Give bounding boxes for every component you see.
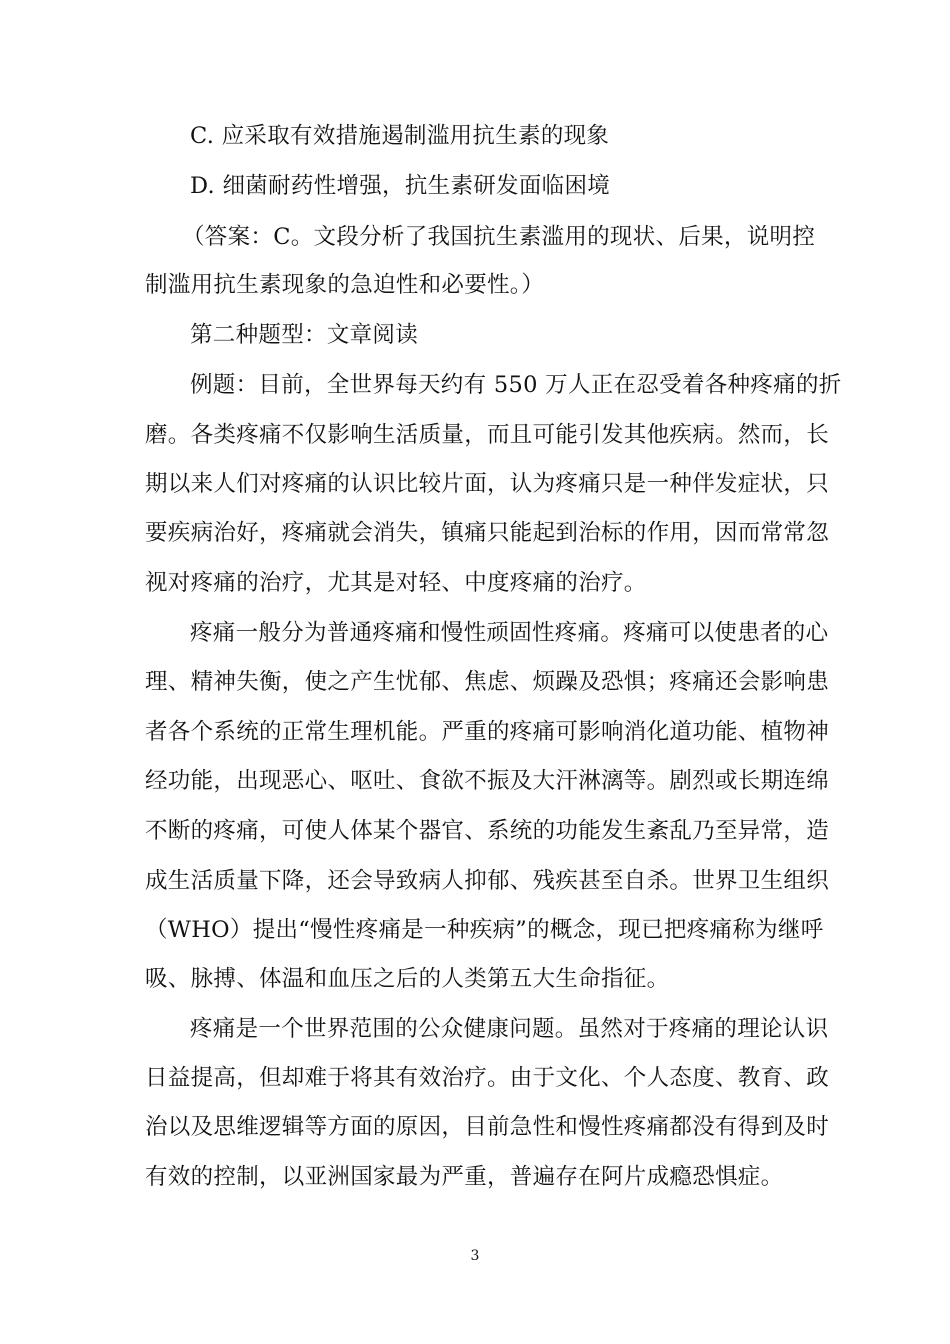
paragraph-line: 不断的疼痛，可使人体某个器官、系统的功能发生紊乱乃至异常，造 [145,818,830,844]
paragraph-line: 例题：目前，全世界每天约有 550 万人正在忍受着各种疼痛的折 [190,372,842,398]
paragraph-line: 吸、脉搏、体温和血压之后的人类第五大生命指征。 [145,966,670,992]
paragraph-line: 理、精神失衡，使之产生忧郁、焦虑、烦躁及恐惧；疼痛还会影响患 [145,669,830,695]
page-number: 3 [470,1248,480,1264]
paragraph-line: 疼痛一般分为普通疼痛和慢性顽固性疼痛。疼痛可以使患者的心 [190,620,829,646]
paragraph-line: 有效的控制，以亚洲国家最为严重，普遍存在阿片成瘾恐惧症。 [145,1164,784,1190]
paragraph-line: （WHO）提出“慢性疼痛是一种疾病”的概念，现已把疼痛称为继呼 [145,917,824,943]
option-c: C. 应采取有效措施遏制滥用抗生素的现象 [190,123,610,149]
paragraph-line: 日益提高，但却难于将其有效治疗。由于文化、个人态度、教育、政 [145,1065,830,1091]
option-d: D. 细菌耐药性增强，抗生素研发面临困境 [190,173,611,199]
paragraph-line: 成生活质量下降，还会导致病人抑郁、残疾甚至自杀。世界卫生组织 [145,868,830,894]
answer-line: 制滥用抗生素现象的急迫性和必要性。） [145,272,545,298]
paragraph-line: 视对疼痛的治疗，尤其是对轻、中度疼痛的治疗。 [145,570,647,596]
paragraph-line: 磨。各类疼痛不仅影响生活质量，而且可能引发其他疾病。然而，长 [145,422,830,448]
paragraph-line: 期以来人们对疼痛的认识比较片面，认为疼痛只是一种伴发症状，只 [145,471,830,497]
section-heading: 第二种题型：文章阅读 [190,322,419,348]
paragraph-line: 经功能，出现恶心、呕吐、食欲不振及大汗淋漓等。剧烈或长期连绵 [145,768,830,794]
paragraph-line: 疼痛是一个世界范围的公众健康问题。虽然对于疼痛的理论认识 [190,1016,829,1042]
paragraph-line: 要疾病治好，疼痛就会消失，镇痛只能起到治标的作用，因而常常忽 [145,520,830,546]
answer-line: （答案：C。文段分析了我国抗生素滥用的现状、后果，说明控 [182,224,816,250]
paragraph-line: 者各个系统的正常生理机能。严重的疼痛可影响消化道功能、植物神 [145,719,830,745]
paragraph-line: 治以及思维逻辑等方面的原因，目前急性和慢性疼痛都没有得到及时 [145,1114,830,1140]
